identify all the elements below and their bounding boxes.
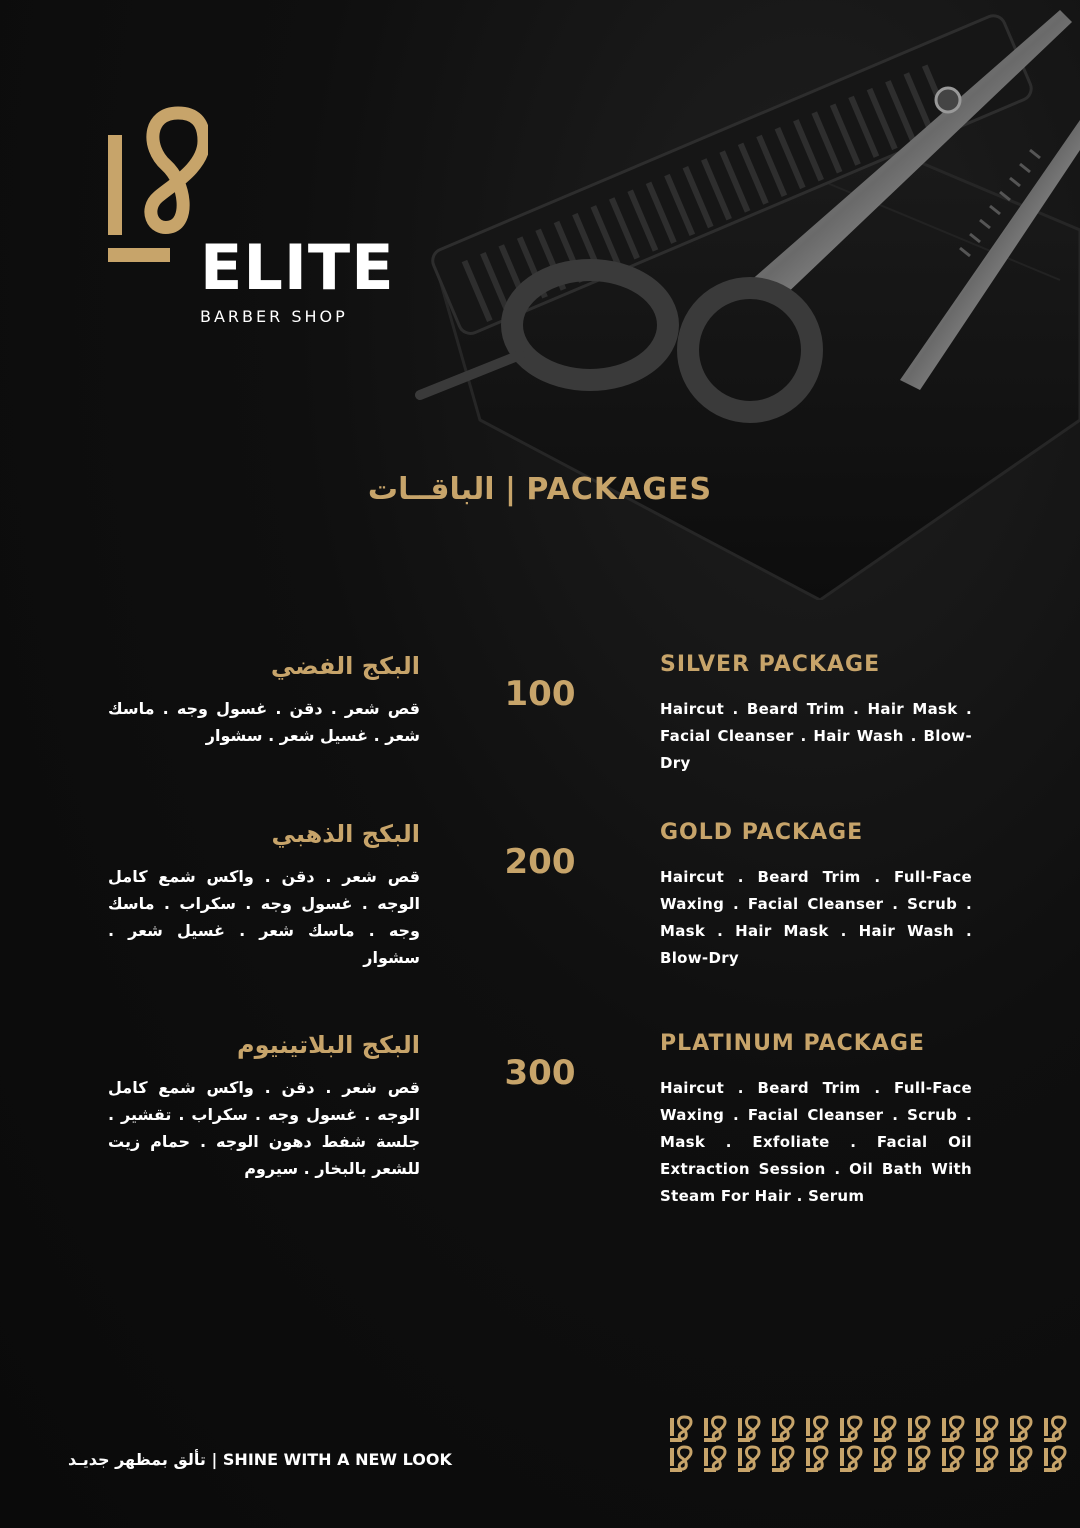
package-desc-en: Haircut . Beard Trim . Hair Mask . Facial Cleanser . Hair Wash . Blow-Dry xyxy=(660,700,972,773)
package-price: 100 xyxy=(504,674,576,714)
brand-subtitle: BARBER SHOP xyxy=(200,307,348,326)
comb-and-scissors-illustration xyxy=(400,0,1080,600)
package-name-ar: البكج البلاتينيوم xyxy=(237,1031,420,1059)
package-english xyxy=(660,652,972,777)
package-desc-ar: قص شعر . دقن . واكس شمع كامل الوجه . غسول وجه . سكراب . ماسك وجه . ماسك شعر . غسيل شعر . سشوار xyxy=(108,866,420,967)
package-english xyxy=(660,820,972,972)
package-name-ar: البكج الفضي xyxy=(270,652,420,680)
package-desc-en: Haircut . Beard Trim . Full-Face Waxing . Facial Cleanser . Scrub . Mask . Hair Mask . Hair Wash . Blow-Dry xyxy=(660,868,972,968)
package-name-en: PLATINUM PACKAGE xyxy=(660,1031,925,1056)
package-desc-en: Haircut . Beard Trim . Full-Face Waxing . Facial Cleanser . Scrub . Mask . Exfoliate . Facial Oil Extraction Session . Oil Bath With Steam For Hair . Serum xyxy=(660,1079,972,1206)
brand-name: ELITE xyxy=(200,231,395,304)
package-arabic xyxy=(108,820,420,971)
package-price: 300 xyxy=(504,1053,576,1093)
package-arabic xyxy=(108,1031,420,1182)
package-name-ar: البكج الذهبي xyxy=(271,820,420,848)
package-arabic xyxy=(108,652,420,749)
package-english xyxy=(660,1031,972,1210)
package-desc-ar: قص شعر . دقن . غسول وجه . ماسك شعر . غسيل شعر . سشوار xyxy=(108,698,420,745)
logo-mark-icon xyxy=(108,105,208,265)
package-name-en: GOLD PACKAGE xyxy=(660,820,864,845)
footer-tagline: تألق بمظهر جديـد | SHINE WITH A NEW LOOK xyxy=(68,1450,452,1469)
package-desc-ar: قص شعر . دقن . واكس شمع كامل الوجه . غسول وجه . سكراب . تقشير . جلسة شفط دهون الوجه . حمام زيت للشعر بالبخار . سيروم xyxy=(108,1077,420,1178)
logo-pattern-icon xyxy=(668,1412,1080,1476)
package-price: 200 xyxy=(504,842,576,882)
section-title: الباقــات | PACKAGES xyxy=(367,472,713,507)
package-name-en: SILVER PACKAGE xyxy=(660,652,881,677)
brand-logo xyxy=(108,105,395,335)
